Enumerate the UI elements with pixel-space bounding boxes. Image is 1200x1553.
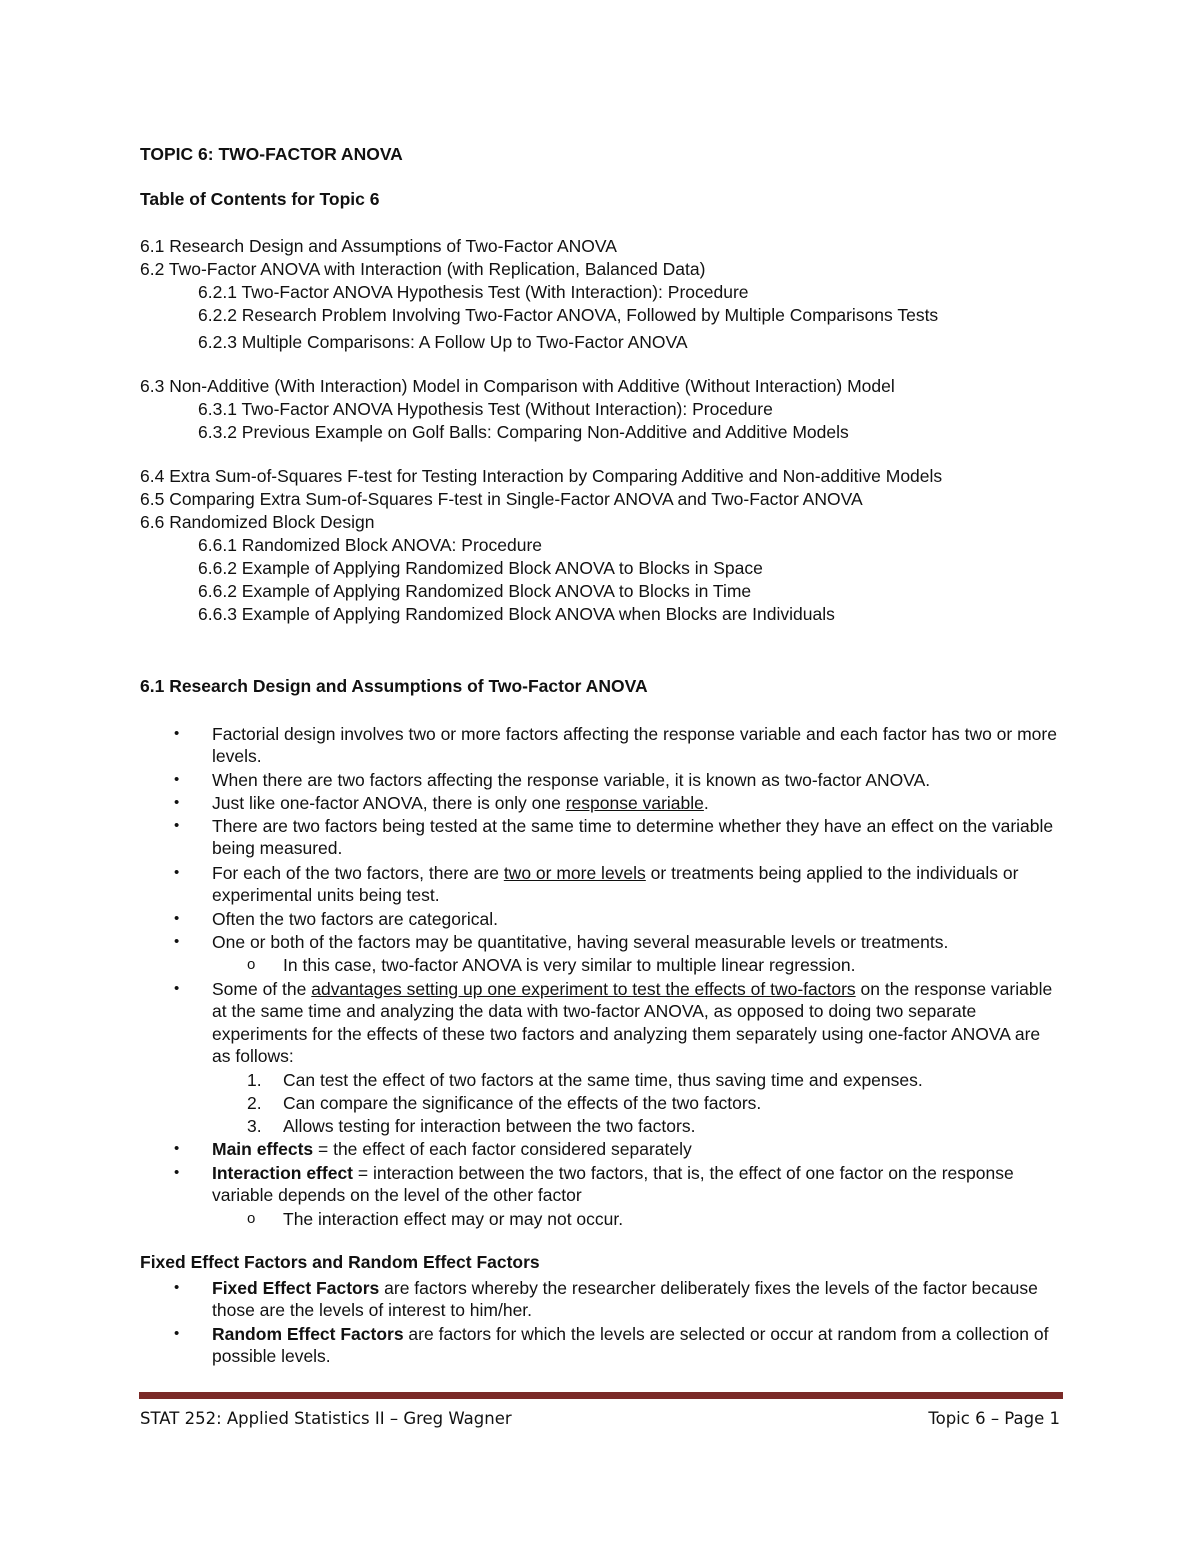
numbered-marker: 3. bbox=[247, 1116, 262, 1136]
bullet-marker: • bbox=[174, 725, 180, 742]
bullet-text: When there are two factors affecting the response variable, it is known as two-factor ANOVA. bbox=[212, 770, 931, 790]
bullet-text-part: = interaction between the two factors, that is, the effect of one factor on the response variable depends on the level of the other factor bbox=[212, 1163, 1014, 1206]
footer-course: STAT 252: Applied Statistics II – Greg Wagner bbox=[140, 1409, 512, 1428]
bullet-marker: • bbox=[174, 1325, 180, 1342]
toc-item: 6.3.2 Previous Example on Golf Balls: Comparing Non-Additive and Additive Models bbox=[198, 422, 849, 442]
bullet-text bbox=[212, 1277, 1062, 1322]
sub-bullet-text: In this case, two-factor ANOVA is very similar to multiple linear regression. bbox=[283, 955, 856, 975]
numbered-item: Can test the effect of two factors at the same time, thus saving time and expenses. bbox=[283, 1070, 923, 1090]
bullet-text-part: or treatments being applied to the individuals or experimental units being test. bbox=[212, 863, 1019, 906]
section-heading: 6.1 Research Design and Assumptions of Two-Factor ANOVA bbox=[140, 676, 648, 696]
toc-item: 6.2 Two-Factor ANOVA with Interaction (with Replication, Balanced Data) bbox=[140, 259, 706, 279]
underlined-term: two or more levels bbox=[503, 863, 646, 883]
sub-bullet-text: The interaction effect may or may not occur. bbox=[283, 1209, 624, 1229]
bullet-text-part: are factors for which the levels are selected or occur at random from a collection of possible levels. bbox=[212, 1324, 1049, 1367]
toc-item: 6.6.2 Example of Applying Randomized Block ANOVA to Blocks in Space bbox=[198, 558, 763, 578]
bold-term: Fixed Effect Factors bbox=[212, 1278, 380, 1298]
subsection-heading: Fixed Effect Factors and Random Effect Factors bbox=[140, 1252, 540, 1272]
toc-item: 6.2.3 Multiple Comparisons: A Follow Up to Two-Factor ANOVA bbox=[198, 332, 688, 352]
bullet-text bbox=[212, 1323, 1062, 1368]
bullet-text-part: on the response variable at the same time and analyzing the data with two-factor ANOVA, as opposed to doing two separate experiments for the effects of these two factors and analyzing them separately using one-factor ANOVA are as follows: bbox=[212, 979, 1053, 1066]
bullet-text bbox=[212, 978, 1062, 1067]
numbered-marker: 1. bbox=[247, 1070, 262, 1090]
bullet-marker: • bbox=[174, 817, 180, 834]
bullet-marker: • bbox=[174, 980, 180, 997]
bold-term: Interaction effect bbox=[212, 1163, 353, 1183]
bullet-text: Often the two factors are categorical. bbox=[212, 909, 498, 929]
toc-item: 6.4 Extra Sum-of-Squares F-test for Testing Interaction by Comparing Additive and Non-additive Models bbox=[140, 466, 943, 486]
toc-item: 6.5 Comparing Extra Sum-of-Squares F-test in Single-Factor ANOVA and Two-Factor ANOVA bbox=[140, 489, 863, 509]
toc-item: 6.2.1 Two-Factor ANOVA Hypothesis Test (With Interaction): Procedure bbox=[198, 282, 749, 302]
toc-item: 6.6.3 Example of Applying Randomized Block ANOVA when Blocks are Individuals bbox=[198, 604, 835, 624]
toc-item: 6.6 Randomized Block Design bbox=[140, 512, 375, 532]
bullet-text-part: = the effect of each factor considered separately bbox=[313, 1139, 692, 1159]
footer-rule bbox=[139, 1392, 1063, 1399]
bullet-text-part: . bbox=[703, 793, 709, 813]
toc-item: 6.6.1 Randomized Block ANOVA: Procedure bbox=[198, 535, 543, 555]
bullet-text: There are two factors being tested at the same time to determine whether they have an effect on the variable being measured. bbox=[212, 816, 1054, 859]
bullet-marker: • bbox=[174, 864, 180, 881]
bullet-marker: • bbox=[174, 794, 180, 811]
bullet-marker: • bbox=[174, 1279, 180, 1296]
underlined-term: response variable bbox=[565, 793, 704, 813]
footer-page-number: Topic 6 – Page 1 bbox=[928, 1409, 1060, 1428]
underlined-term: advantages setting up one experiment to test the effects of two-factors bbox=[311, 979, 856, 999]
bullet-text bbox=[212, 792, 1062, 814]
toc-item: 6.3 Non-Additive (With Interaction) Model in Comparison with Additive (Without Interaction) Model bbox=[140, 376, 895, 396]
bullet-marker: • bbox=[174, 910, 180, 927]
bullet-text: Factorial design involves two or more factors affecting the response variable and each factor has two or more levels. bbox=[212, 724, 1057, 767]
toc-heading: Table of Contents for Topic 6 bbox=[140, 189, 380, 209]
bullet-text-part: are factors whereby the researcher deliberately fixes the levels of the factor because those are the levels of interest to him/her. bbox=[212, 1278, 1038, 1321]
toc-item: 6.1 Research Design and Assumptions of Two-Factor ANOVA bbox=[140, 236, 617, 256]
document-title: TOPIC 6: TWO-FACTOR ANOVA bbox=[140, 144, 403, 164]
bullet-text-part: Just like one-factor ANOVA, there is only one bbox=[212, 793, 566, 813]
bullet-text bbox=[212, 1162, 1062, 1207]
bullet-text-part: Some of the bbox=[212, 979, 312, 999]
bold-term: Main effects bbox=[212, 1139, 314, 1159]
bullet-marker: • bbox=[174, 1164, 180, 1181]
sub-bullet-marker: o bbox=[247, 1210, 256, 1227]
bullet-text bbox=[212, 1138, 1062, 1160]
bold-term: Random Effect Factors bbox=[212, 1324, 404, 1344]
bullet-text-part: For each of the two factors, there are bbox=[212, 863, 504, 883]
numbered-marker: 2. bbox=[247, 1093, 262, 1113]
toc-item: 6.3.1 Two-Factor ANOVA Hypothesis Test (Without Interaction): Procedure bbox=[198, 399, 773, 419]
bullet-marker: • bbox=[174, 933, 180, 950]
sub-bullet-marker: o bbox=[247, 956, 256, 973]
bullet-text: One or both of the factors may be quantitative, having several measurable levels or treatments. bbox=[212, 932, 949, 952]
bullet-marker: • bbox=[174, 771, 180, 788]
bullet-marker: • bbox=[174, 1140, 180, 1157]
toc-item: 6.6.2 Example of Applying Randomized Block ANOVA to Blocks in Time bbox=[198, 581, 752, 601]
numbered-item: Can compare the significance of the effects of the two factors. bbox=[283, 1093, 762, 1113]
bullet-text bbox=[212, 862, 1062, 907]
toc-item: 6.2.2 Research Problem Involving Two-Factor ANOVA, Followed by Multiple Comparisons Tests bbox=[198, 305, 939, 325]
numbered-item: Allows testing for interaction between the two factors. bbox=[283, 1116, 696, 1136]
